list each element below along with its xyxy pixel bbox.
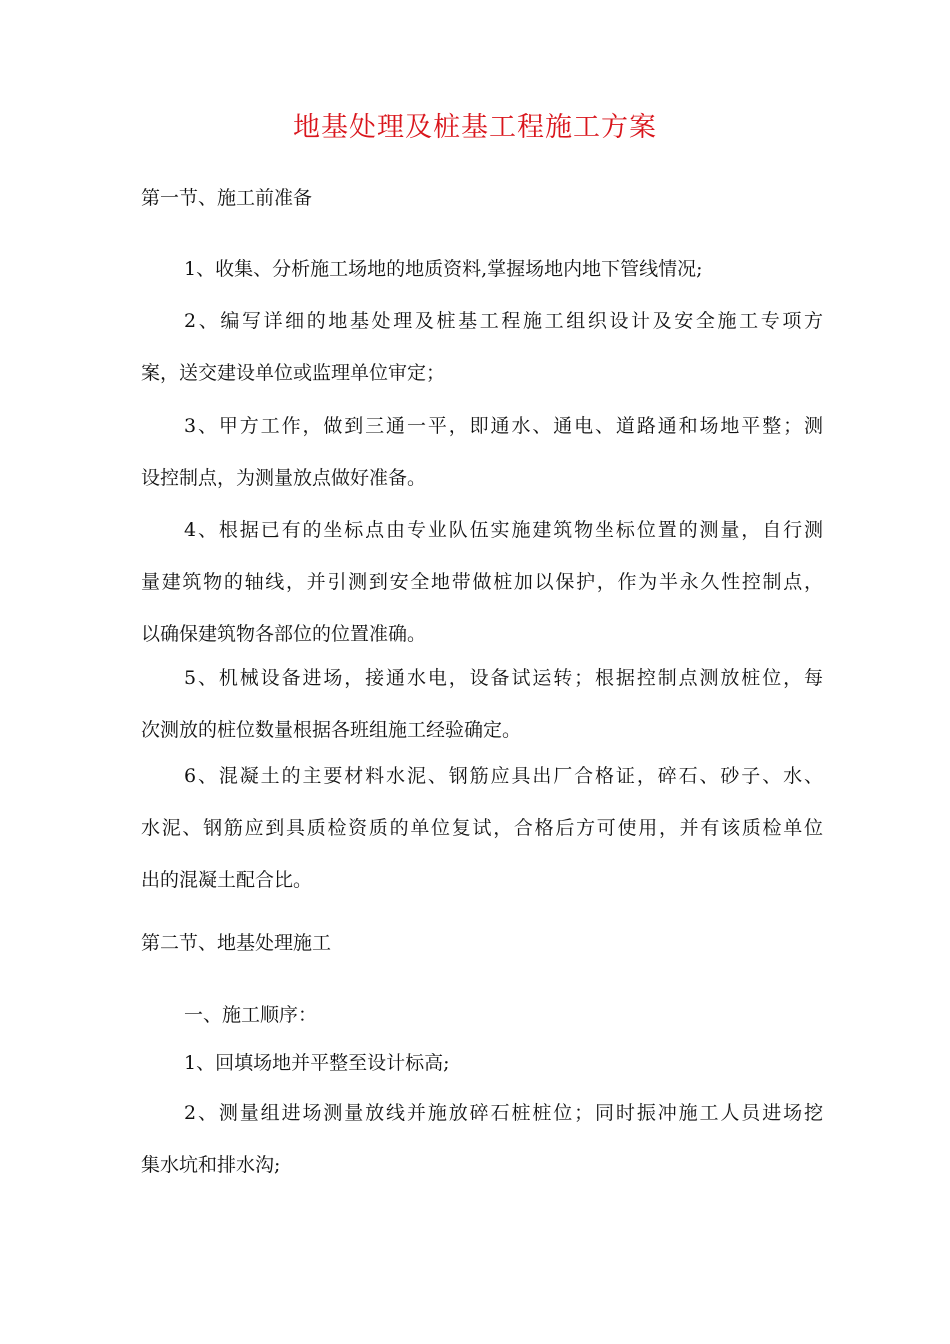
paragraph-line: 次测放的桩位数量根据各班组施工经验确定。: [141, 719, 522, 741]
section-heading-1: 第一节、施工前准备: [141, 187, 313, 209]
list-item: [141, 1037, 823, 1089]
document-title: 地基处理及桩基工程施工方案: [293, 112, 657, 143]
paragraph-line: 4、根据已有的坐标点由专业队伍实施建筑物坐标位置的测量，自行测: [184, 519, 823, 541]
paragraph-line: 出的混凝土配合比。: [141, 869, 313, 891]
paragraph-line: 6、混凝土的主要材料水泥、钢筋应具出厂合格证，碎石、砂子、水、: [184, 765, 823, 787]
section-heading-2: 第二节、地基处理施工: [141, 932, 332, 954]
paragraph-line: 量建筑物的轴线，并引测到安全地带做桩加以保护，作为半永久性控制点，: [141, 571, 823, 593]
subheading-text: 一、施工顺序：: [184, 1004, 318, 1026]
list-item: [141, 243, 823, 295]
paragraph-line: 水泥、钢筋应到具质检资质的单位复试，合格后方可使用，并有该质检单位: [141, 817, 823, 839]
paragraph-line: 集水坑和排水沟;: [141, 1154, 281, 1176]
paragraph-line: 5、机械设备进场，接通水电，设备试运转；根据控制点测放桩位，每: [184, 667, 823, 689]
paragraph-line: 1、收集、分析施工场地的地质资料,掌握场地内地下管线情况;: [184, 258, 703, 280]
paragraph-line: 2、测量组进场测量放线并施放碎石桩桩位；同时振冲施工人员进场挖: [184, 1102, 823, 1124]
list-item: [141, 504, 823, 660]
list-item: [141, 400, 823, 504]
subheading: [141, 989, 823, 1041]
paragraph-line: 以确保建筑物各部位的位置准确。: [141, 623, 427, 645]
paragraph-line: 设控制点，为测量放点做好准备。: [141, 467, 427, 489]
paragraph-line: 1、回填场地并平整至设计标高;: [184, 1052, 450, 1074]
list-item: [141, 295, 823, 399]
list-item: [141, 1087, 823, 1191]
list-item: [141, 652, 823, 756]
paragraph-line: 案，送交建设单位或监理单位审定；: [141, 362, 446, 384]
list-item: [141, 750, 823, 906]
paragraph-line: 3、甲方工作，做到三通一平，即通水、通电、道路通和场地平整；测: [184, 415, 823, 437]
paragraph-line: 2、编写详细的地基处理及桩基工程施工组织设计及安全施工专项方: [184, 310, 823, 332]
